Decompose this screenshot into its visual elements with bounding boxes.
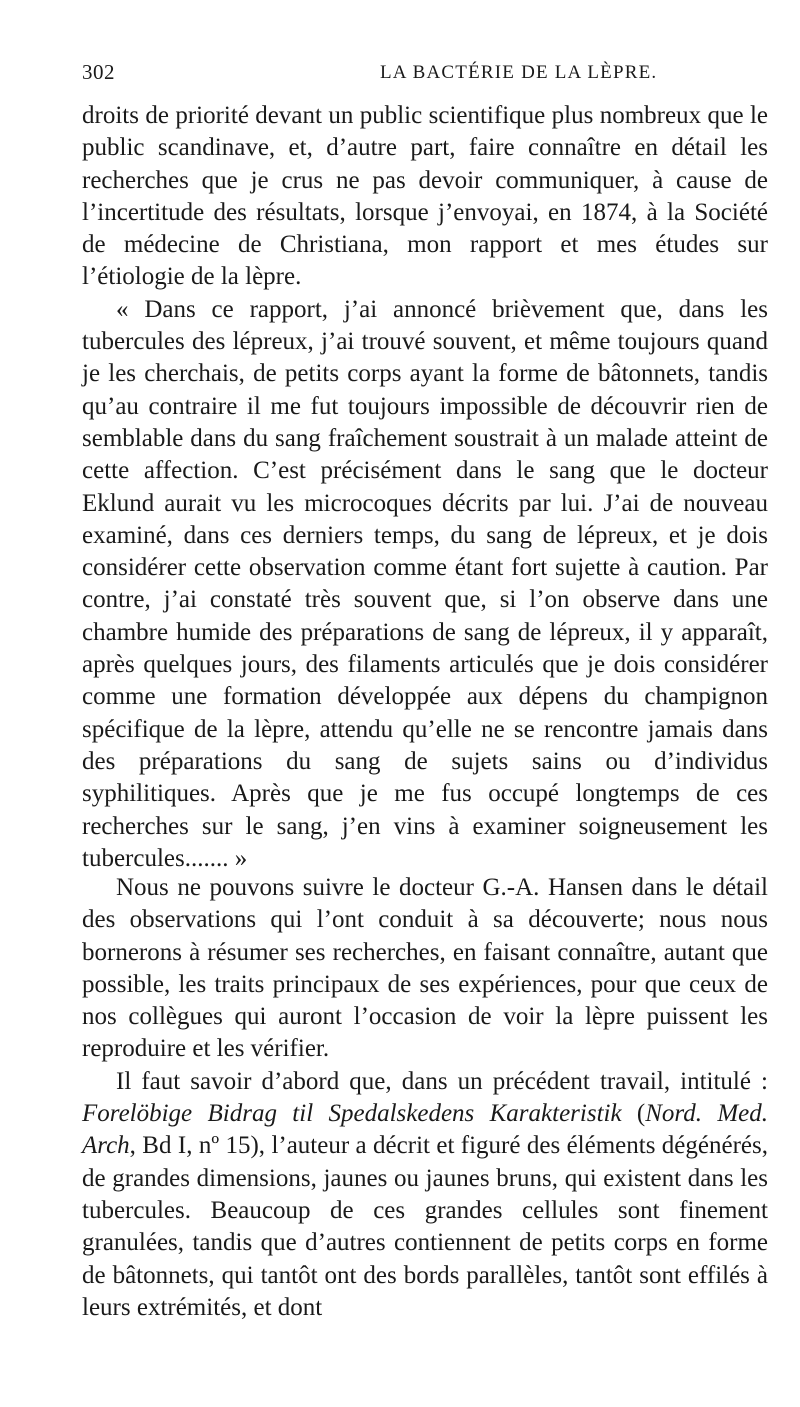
page-header — [82, 60, 768, 88]
paragraph-quotation: « Dans ce rapport, j’ai annoncé brièvement que, dans les tubercules des lépreux, j’ai trouvé souvent, et même toujours quand je les cherchais, de petits corps ayant la forme de bâtonnets, tandis qu’au contraire il me fut toujours impossible de découvrir rien de semblable dans du sang fraîchement soustrait à un malade atteint de cette affection. C’est précisément dans le sang que le docteur Eklund aurait vu les microcoques décrits par lui. J’ai de nouveau examiné, dans ces derniers temps, du sang de lépreux, et je dois considérer cette observation comme étant fort sujette à caution. Par contre, j’ai constaté très souvent que, si l’on observe dans une chambre humide des préparations de sang de lépreux, il y apparaît, après quelques jours, des filaments articulés que je dois considérer comme une formation développée aux dépens du champignon spécifique de la lèpre, attendu qu’elle ne se rencontre jamais dans des préparations du sang de sujets sains ou d’individus syphilitiques. Après que je me fus occupé longtemps de ces recherches sur le sang, j’en vins à examiner soigneusement les tubercules....... » — [82, 295, 768, 872]
page-number: 302 — [82, 60, 115, 84]
work-title: Forelöbige Bidrag til Spedalskedens Karakteristik — [82, 1100, 622, 1128]
paragraph-previous-work-rest: , Bd I, nº 15), l’auteur a décrit et figuré des éléments dégénérés, de grandes dimensions, jaunes ou jaunes bruns, qui existent dans les tubercules. Beaucoup de ces grandes cellules sont finement granulées, tandis que d’autres contiennent de petits corps en forme de bâtonnets, qui tantôt ont des bords parallèles, tantôt sont effilés à leurs extrémités, et dont — [82, 1132, 768, 1321]
body-text-lower — [82, 872, 768, 1324]
body-text-upper — [82, 100, 768, 875]
journal-abbrev: Nord. Med. Arch — [82, 1100, 768, 1160]
paragraph-previous-work-intro: Il faut savoir d’abord que, dans un précédent travail, intitulé : — [116, 1067, 768, 1095]
paragraph-previous-work — [82, 1066, 768, 1324]
paragraph-hansen: Nous ne pouvons suivre le docteur G.-A. Hansen dans le détail des observations qui l’ont conduit à sa découverte; nous nous bornerons à résumer ses recherches, en faisant connaître, autant que possible, les traits principaux de ses expériences, pour que ceux de nos collègues qui auront l’occasion de voir la lèpre puissent les reproduire et les vérifier. — [82, 874, 768, 1063]
running-title: LA BACTÉRIE DE LA LÈPRE. — [380, 62, 658, 83]
paragraph-continuation: droits de priorité devant un public scientifique plus nombreux que le public scandinave, et, d’autre part, faire connaître en détail les recherches que je crus ne pas devoir communiquer, à cause de l’incertitude des résultats, lorsque j’envoyai, en 1874, à la Société de médecine de Christiana, mon rapport et mes études sur l’étiologie de la lèpre. — [82, 102, 768, 291]
paren-open: ( — [621, 1100, 646, 1128]
